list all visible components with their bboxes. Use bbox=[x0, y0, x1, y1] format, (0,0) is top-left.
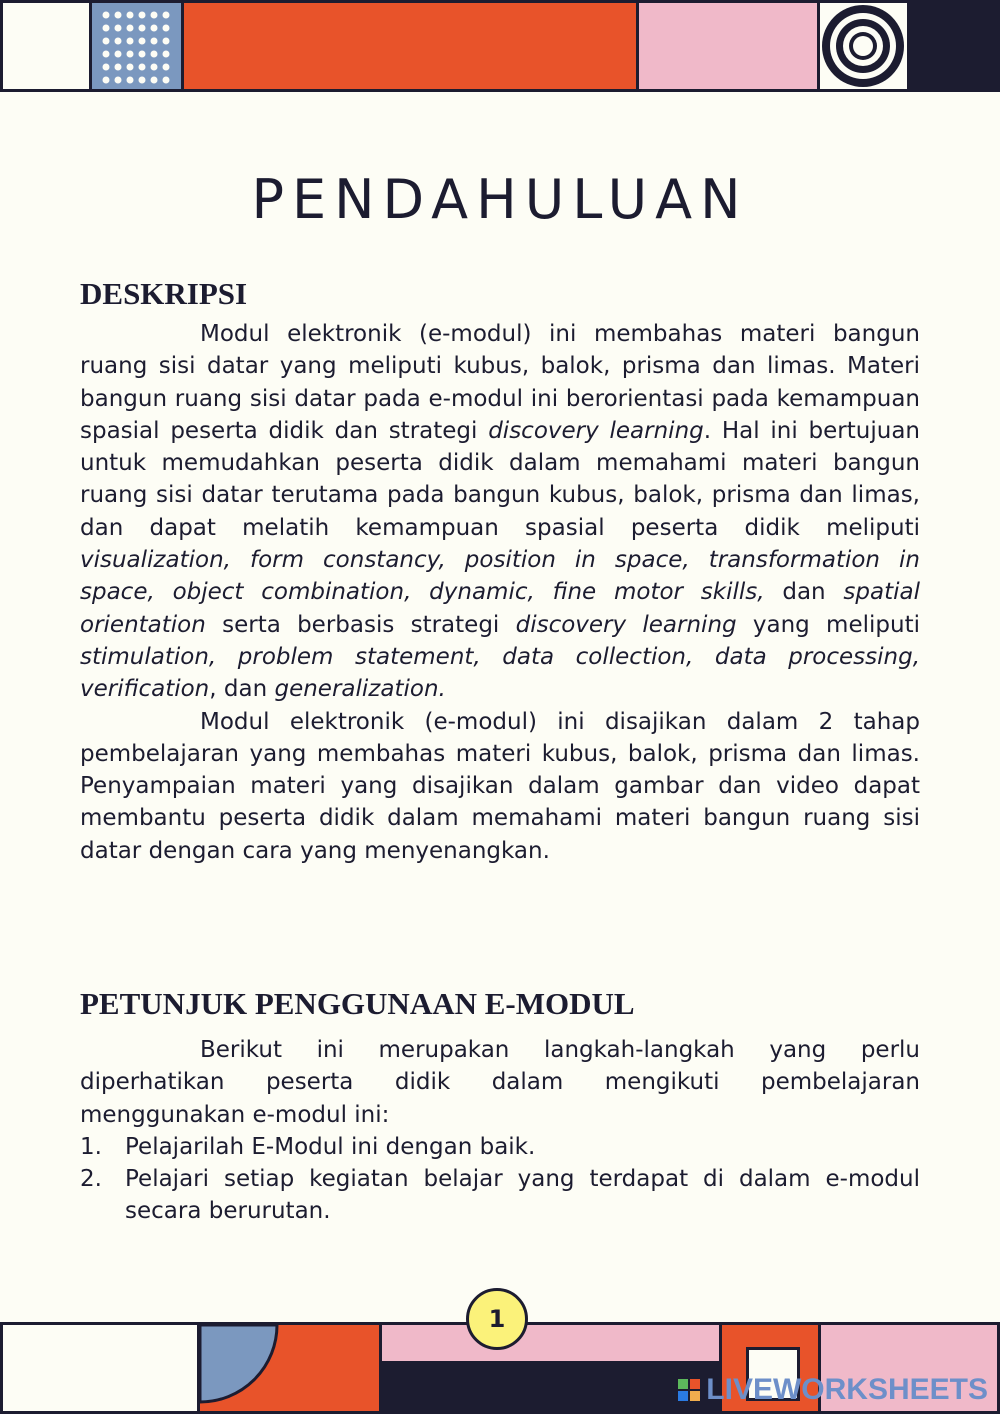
list-item-text: Pelajari setiap kegiatan belajar yang terdapat di dalam e-modul secara berurutan. bbox=[125, 1166, 920, 1225]
pink-tile bbox=[636, 0, 820, 92]
deskripsi-paragraph-2 bbox=[80, 706, 920, 867]
list-item bbox=[80, 1163, 920, 1228]
petunjuk-heading: PETUNJUK PENGGUNAAN E-MODUL bbox=[80, 986, 635, 1021]
quarter-circle-shape bbox=[200, 1325, 379, 1411]
deskripsi-p1-italic-3: spatial orientation bbox=[80, 579, 920, 638]
dot-grid-pattern bbox=[92, 3, 181, 89]
list-item-number: 2. bbox=[80, 1166, 102, 1193]
orange-tile bbox=[181, 0, 639, 92]
page-title: PENDAHULUAN bbox=[251, 168, 749, 231]
deskripsi-p1-italic-6: generalization. bbox=[274, 676, 446, 703]
petunjuk-section bbox=[80, 986, 920, 1228]
deskripsi-p1-text-6: , dan bbox=[209, 676, 275, 703]
page-number-badge: 1 bbox=[466, 1288, 528, 1350]
deskripsi-p1-text-3: dan bbox=[764, 579, 844, 606]
deskripsi-p1-text-2: . Hal ini bertujuan untuk memudahkan peserta didik dalam memahami materi bangun ruang sisi datar terutama pada bangun kubus, balok, prisma dan limas, dan dapat melatih kemampuan spasial peserta didik meliputi bbox=[80, 417, 920, 541]
deskripsi-paragraph-1 bbox=[80, 318, 920, 706]
cream-tile bbox=[0, 0, 92, 92]
concentric-circles-icon bbox=[820, 3, 907, 89]
liveworksheets-watermark bbox=[678, 1373, 988, 1407]
petunjuk-steps-list bbox=[80, 1131, 920, 1228]
liveworksheets-logo-icon bbox=[678, 1379, 700, 1401]
list-item-number: 1. bbox=[80, 1133, 102, 1160]
concentric-circle-tile bbox=[817, 0, 910, 92]
list-item bbox=[80, 1131, 920, 1163]
petunjuk-intro-text: Berikut ini merupakan langkah-langkah yang perlu diperhatikan peserta didik dalam mengikuti pembelajaran menggunakan e-modul ini: bbox=[80, 1037, 920, 1128]
deskripsi-p1-italic-4: discovery learning bbox=[515, 611, 737, 638]
deskripsi-p1-text-5: yang meliputi bbox=[736, 611, 920, 638]
deskripsi-p2-text: Modul elektronik (e-modul) ini disajikan dalam 2 tahap pembelajaran yang membahas materi kubus, balok, prisma dan limas. Penyampaian materi yang disajikan dalam gambar dan video dapat membantu peserta didik dalam memahami materi bangun ruang sisi datar dengan cara yang menyenangkan. bbox=[80, 708, 920, 864]
deskripsi-p1-italic-5: stimulation, problem statement, data collection, data processing, verification bbox=[80, 643, 920, 703]
deskripsi-p1-italic-2: visualization, form constancy, position in space, transformation in space, object combination, dynamic, fine motor skills, bbox=[80, 547, 920, 606]
list-item-text: Pelajarilah E-Modul ini dengan baik. bbox=[125, 1133, 536, 1160]
deskripsi-p1-text-1: Modul elektronik (e-modul) ini membahas materi bangun ruang sisi datar yang meliputi kubus, balok, prisma dan limas. Materi bangun ruang sisi datar pada e-modul ini berorientasi pada kemampuan spasial peserta didik dan strategi bbox=[80, 321, 920, 444]
navy-tile bbox=[907, 0, 1000, 92]
deskripsi-section bbox=[80, 276, 920, 867]
pink-tile bbox=[379, 1322, 722, 1364]
petunjuk-intro bbox=[80, 1034, 920, 1131]
navy-tile bbox=[379, 1361, 722, 1414]
cream-tile bbox=[0, 1322, 200, 1414]
deskripsi-heading: DESKRIPSI bbox=[80, 276, 248, 311]
liveworksheets-text: LIVEWORKSHEETS bbox=[706, 1373, 988, 1406]
top-decorative-band bbox=[0, 0, 1000, 92]
dotted-tile bbox=[89, 0, 184, 92]
deskripsi-p1-italic-1: discovery learning bbox=[488, 417, 704, 444]
quarter-circle-tile bbox=[197, 1322, 382, 1414]
deskripsi-p1-text-4: serta berbasis strategi bbox=[205, 611, 516, 638]
